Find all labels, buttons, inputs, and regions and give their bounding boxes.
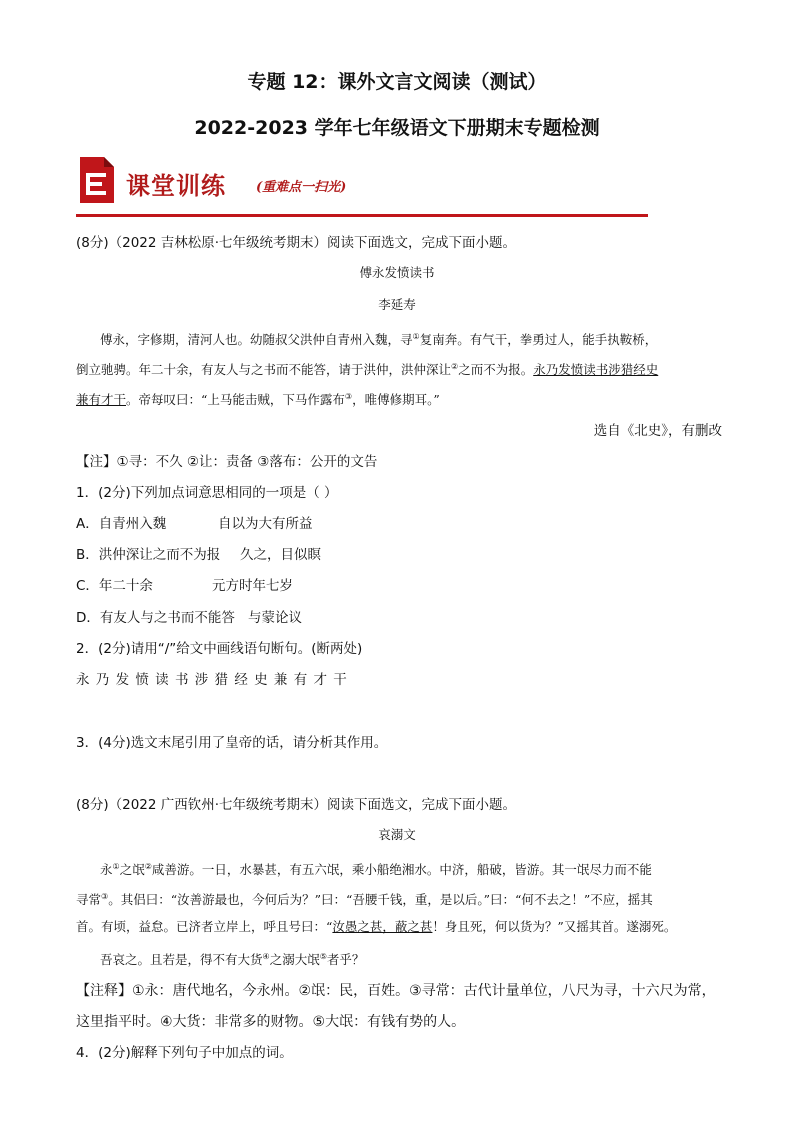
question-3: 3．(4分)选文末尾引用了皇帝的话，请分析其作用。 (76, 735, 388, 751)
passage1-author: 李延寿 (378, 297, 416, 312)
q1-option-a: A．自青州入魏 (76, 516, 167, 532)
passage1-note: 【注】①寻：不久 ②让：责备 ③落布：公开的文告 (76, 454, 378, 470)
passage2-line2: 寻常③。其侣曰：“汝善游最也，今何后为？”曰：“吾腰千钱，重，是以后。”曰：“何不去之！”不应，摇其 (76, 892, 653, 908)
underlined-sentence: 永乃发愤读书涉猎经史 (533, 362, 659, 378)
passage2-line3: 首。有顷，益怠。已济者立岸上，呼且号曰：“汝愚之甚，蔽之甚！身且死，何以货为？”又摇其首。遂溺死。 (76, 919, 677, 934)
q1-option-d-pair: 与蒙论议 (248, 610, 302, 626)
passage2-note-2: 这里指平时。④大货：非常多的财物。⑤大氓：有钱有势的人。 (76, 1014, 466, 1030)
question-4: 4．(2分)解释下列句子中加点的词。 (76, 1045, 293, 1061)
banner-subtitle: (重难点一扫光) (256, 180, 347, 195)
q1-option-d: D．有友人与之书而不能答 (76, 610, 235, 626)
document-icon (76, 155, 116, 205)
section-banner (76, 152, 676, 222)
passage1-title: 傅永发愤读书 (359, 265, 435, 280)
q1-option-b: B．洪仲深让之而不为报 (76, 547, 221, 563)
passage2-title: 哀溺文 (378, 827, 416, 842)
passage2-line1: 永①之氓②咸善游。一日，水暴甚，有五六氓，乘小船绝湘水。中济，船破，皆游。其一氓尽力而不能 (100, 862, 652, 878)
banner-divider (76, 214, 648, 217)
section2-intro: (8分)（2022 广西钦州·七年级统考期末）阅读下面选文，完成下面小题。 (76, 797, 517, 813)
page-subtitle: 2022-2023 学年七年级语文下册期末专题检测 (194, 117, 600, 139)
q1-option-b-pair: 久之，目似瞑 (240, 547, 321, 563)
section1-intro: (8分)（2022 吉林松原·七年级统考期末）阅读下面选文，完成下面小题。 (76, 235, 517, 251)
passage1-line3: 兼有才干。帝每叹曰：“上马能击贼，下马作露布③，唯傅修期耳。” (76, 392, 440, 408)
q1-option-c-pair: 元方时年七岁 (212, 578, 293, 594)
passage1-line2: 倒立驰骋。年二十余，有友人与之书而不能答，请于洪仲，洪仲深让②之而不为报。永乃发愤读书涉猎经史 (76, 362, 659, 378)
q1-option-c: C．年二十余 (76, 578, 153, 594)
passage1-line1: 傅永，字修期，清河人也。幼随叔父洪仲自青州入魏，寻①复南奔。有气干，拳勇过人，能手执鞍桥， (100, 332, 658, 348)
page-title: 专题 12：课外文言文阅读（测试） (247, 71, 547, 93)
passage1-source: 选自《北史》，有删改 (593, 423, 722, 439)
banner-title: 课堂训练 (126, 171, 226, 200)
q1-option-a-pair: 自以为大有所益 (218, 516, 313, 532)
underlined-sentence: 汝愚之甚，蔽之甚 (332, 919, 433, 934)
question-1: 1．(2分)下列加点词意思相同的一项是（ ） (76, 485, 338, 501)
question-2: 2．(2分)请用“/”给文中画线语句断句。(断两处) (76, 641, 363, 657)
passage2-line4: 吾哀之。且若是，得不有大货④之溺大氓⑤者乎？ (100, 952, 365, 968)
q2-sentence: 永 乃 发 愤 读 书 涉 猎 经 史 兼 有 才 干 (76, 672, 348, 688)
passage2-note-1: 【注释】①永：唐代地名，今永州。②氓：民，百姓。③寻常：古代计量单位，八尺为寻，十六尺为常， (76, 983, 716, 999)
